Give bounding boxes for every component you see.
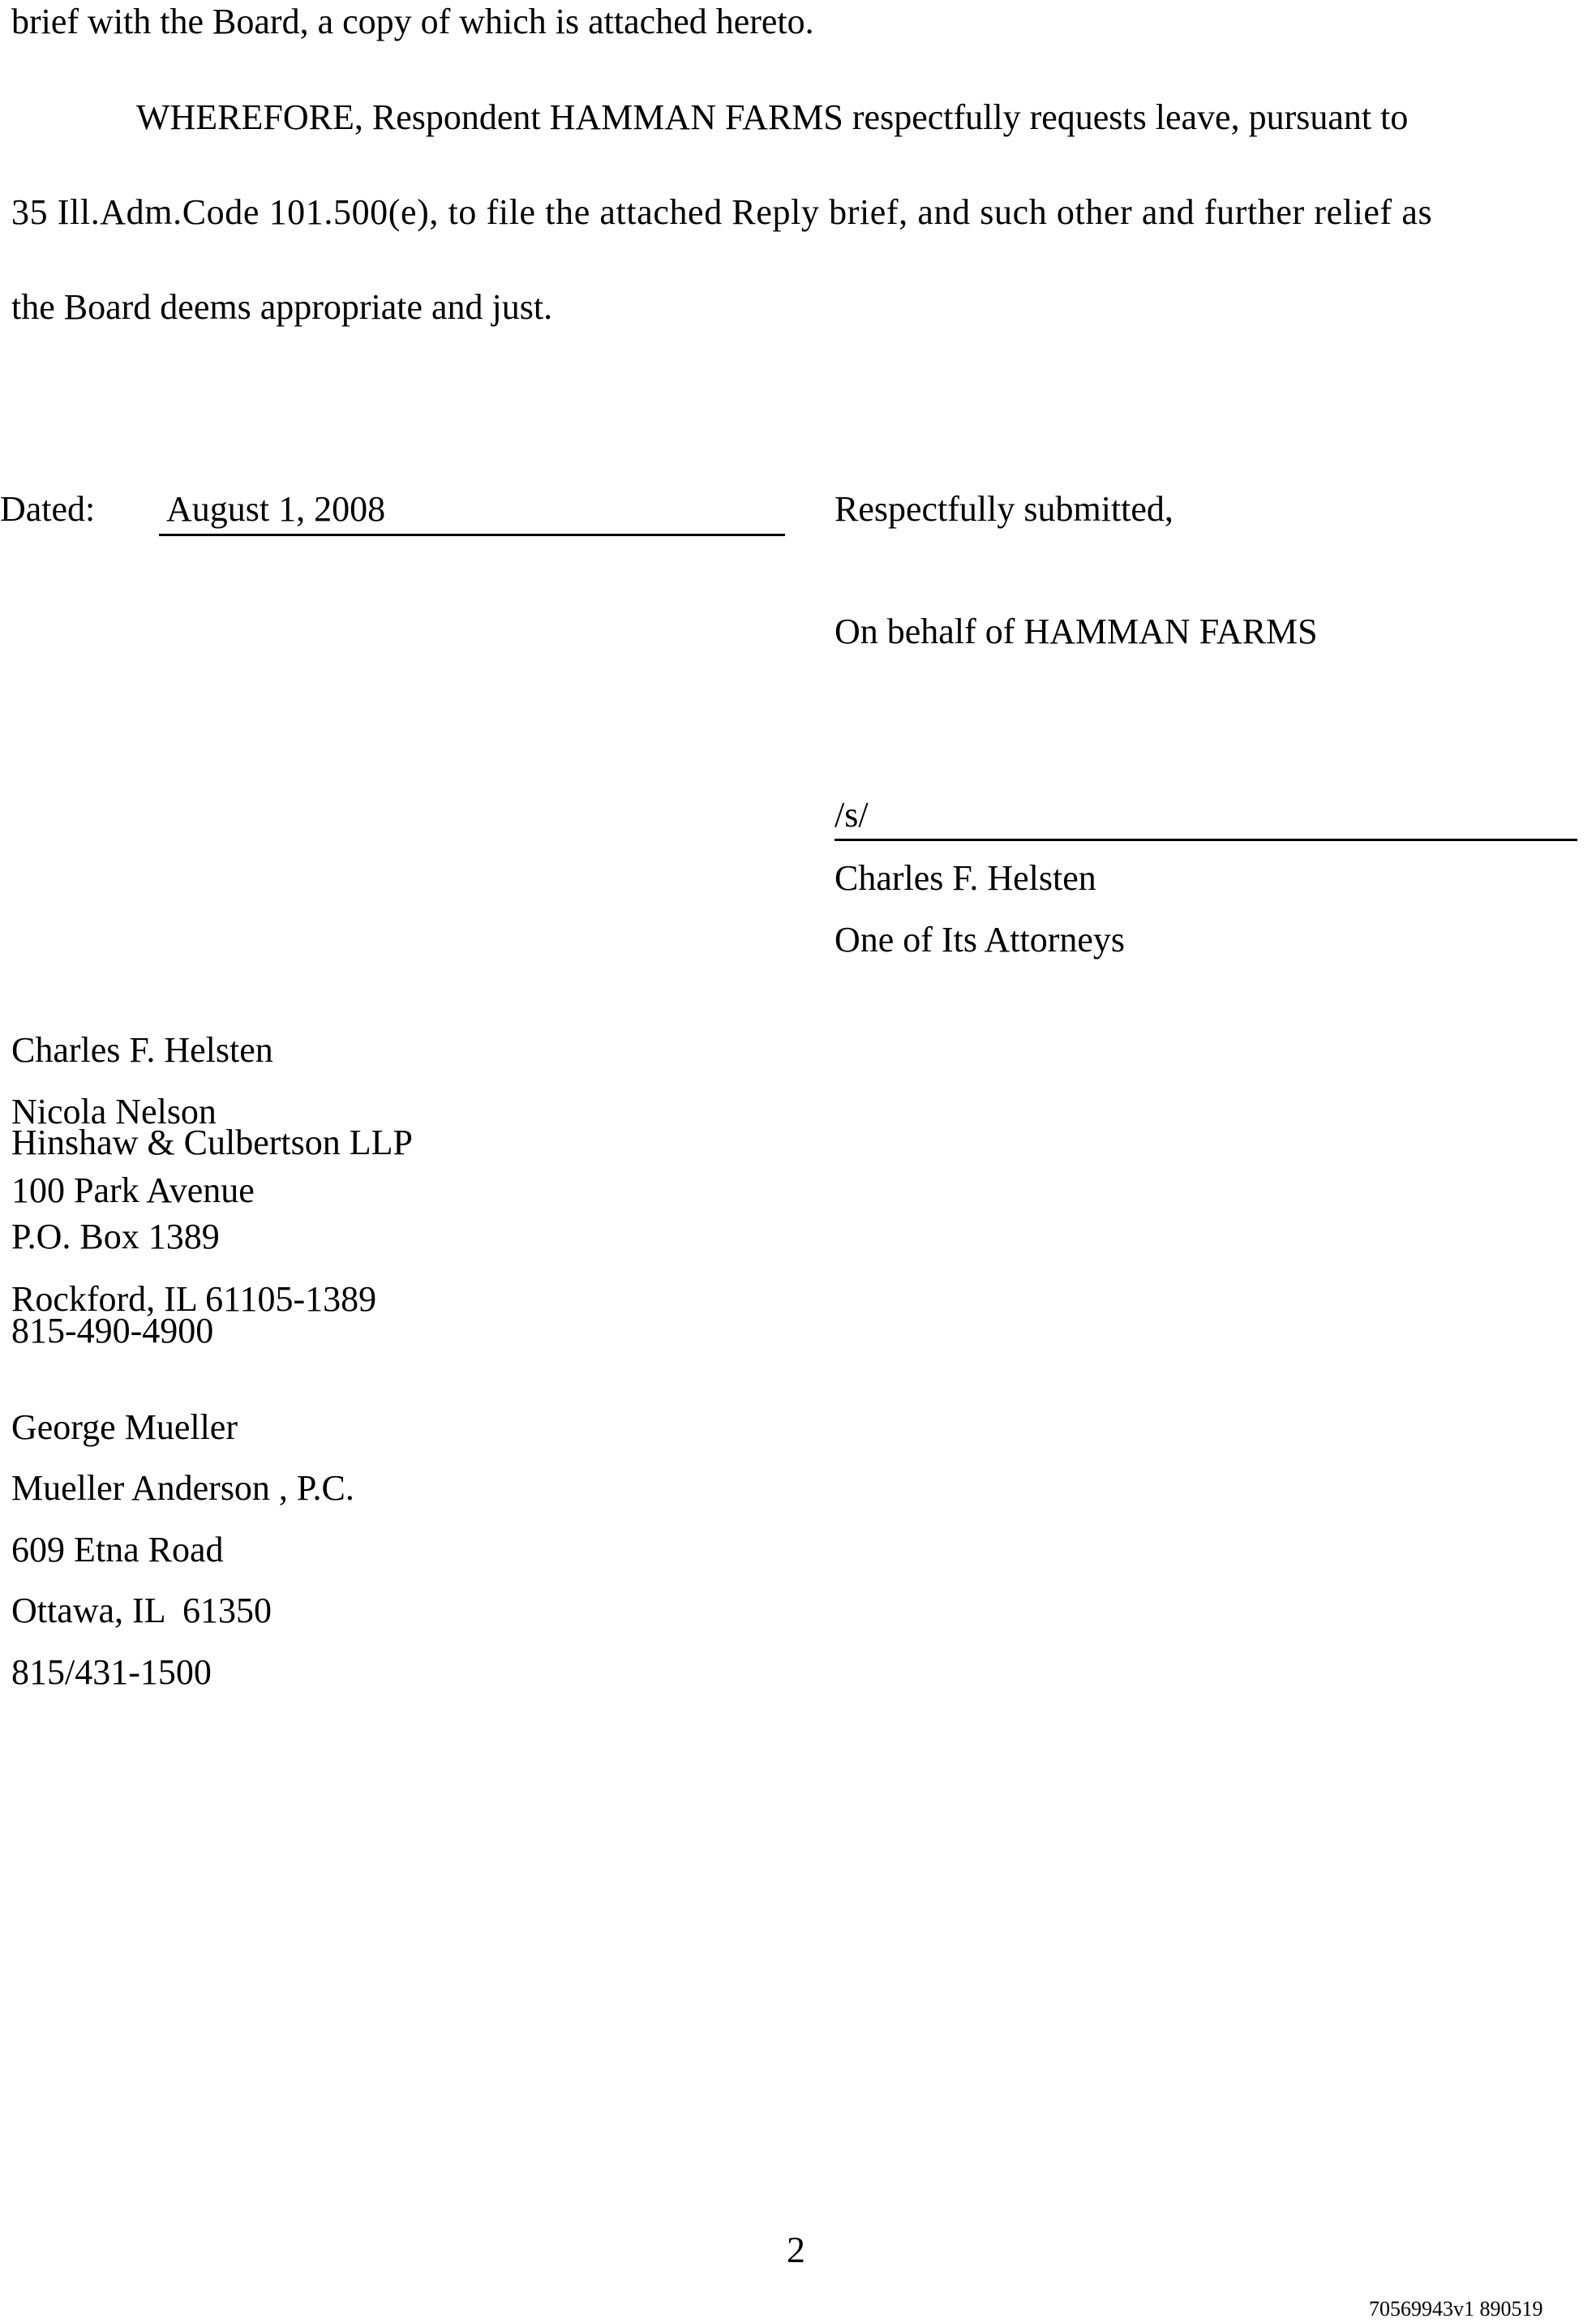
counsel-1-name-2: Nicola Nelson (11, 1092, 217, 1131)
counsel-1-street: 100 Park Avenue (11, 1170, 255, 1210)
counsel-2-city: Ottawa, IL 61350 (11, 1591, 272, 1630)
signature-mark: /s/ (834, 795, 869, 835)
document-id: 70569943v1 890519 (1369, 2297, 1543, 2321)
counsel-2-firm: Mueller Anderson , P.C. (11, 1468, 354, 1508)
counsel-2-name: George Mueller (11, 1407, 238, 1447)
closing-text: Respectfully submitted, (834, 489, 1173, 529)
body-line-1: brief with the Board, a copy of which is attached hereto. (11, 2, 814, 41)
body-line-4: the Board deems appropriate and just. (11, 287, 553, 327)
on-behalf-text: On behalf of HAMMAN FARMS (834, 612, 1318, 651)
counsel-1-pobox: P.O. Box 1389 (11, 1217, 220, 1256)
body-line-2: WHEREFORE, Respondent HAMMAN FARMS respectfully requests leave, pursuant to (136, 97, 1409, 137)
counsel-1-name-1: Charles F. Helsten (11, 1030, 273, 1070)
dated-value: August 1, 2008 (166, 489, 386, 529)
signer-role: One of Its Attorneys (834, 920, 1126, 960)
counsel-2-street: 609 Etna Road (11, 1530, 224, 1569)
dated-label: Dated: (0, 489, 96, 529)
counsel-1-city: Rockford, IL 61105-1389 (11, 1279, 377, 1319)
page-number: 2 (787, 2229, 805, 2270)
signer-name: Charles F. Helsten (834, 858, 1096, 898)
signature-line (834, 797, 1577, 841)
counsel-1-firm: Hinshaw & Culbertson LLP (11, 1123, 413, 1162)
counsel-2-phone: 815/431-1500 (11, 1652, 212, 1692)
counsel-1-phone: 815-490-4900 (11, 1311, 214, 1350)
body-line-3: 35 Ill.Adm.Code 101.500(e), to file the attached Reply brief, and such other and further relief as (11, 192, 1433, 232)
